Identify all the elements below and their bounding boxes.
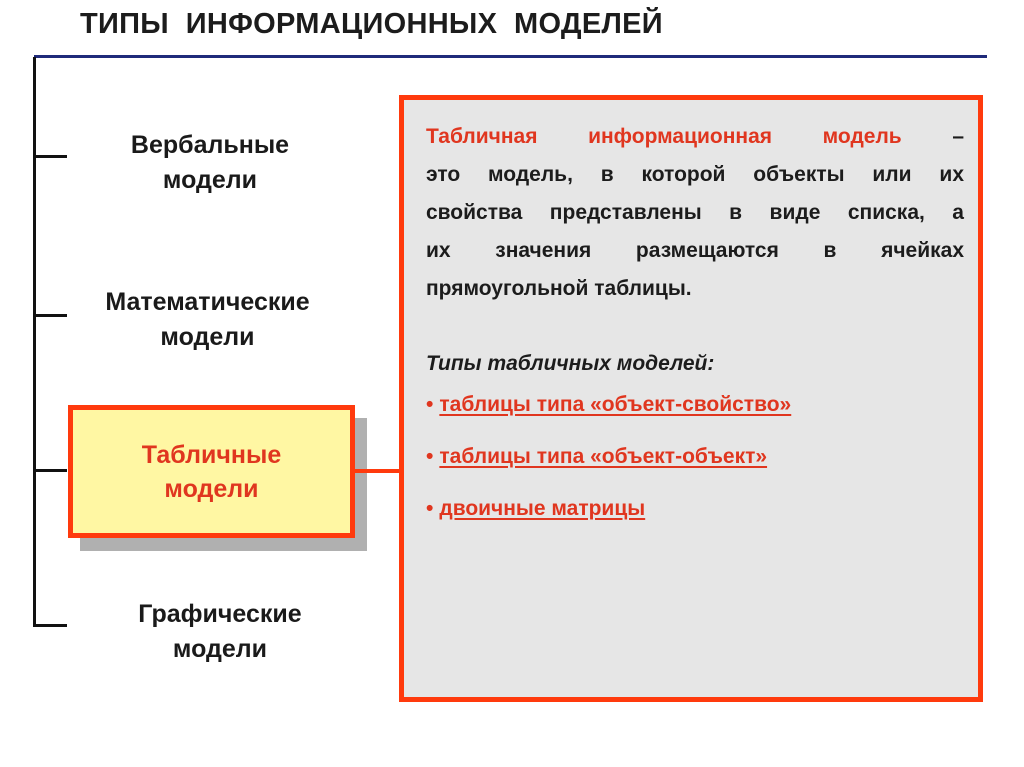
bullet-icon: • (426, 445, 434, 468)
slide-title: ТИПЫ ИНФОРМАЦИОННЫХ МОДЕЛЕЙ (80, 8, 663, 40)
tree-branch-table (33, 469, 67, 472)
node-graph-line1: Графические (138, 600, 302, 628)
types-heading: Типы табличных моделей: (426, 352, 715, 375)
node-graph-line2: модели (172, 635, 268, 663)
node-table-line1: Табличные (141, 440, 282, 469)
node-verbal-models (100, 128, 320, 198)
node-verbal-line1: Вербальные (130, 131, 290, 159)
link-object-property-tables[interactable]: таблицы типа «объект-свойство» (439, 393, 792, 416)
node-math-line1: Математические (105, 288, 310, 316)
definition-line-1 (426, 118, 964, 156)
types-list (426, 392, 791, 548)
list-item (426, 392, 791, 444)
node-table-line2: модели (164, 474, 259, 503)
tree-branch-graph (33, 624, 67, 627)
definition-term: Табличная информационная модель (426, 125, 902, 148)
tree-branch-math (33, 314, 67, 317)
list-item (426, 444, 791, 496)
node-verbal-line2: модели (162, 166, 258, 194)
node-graph-models (100, 597, 340, 667)
node-math-models (75, 285, 340, 355)
definition-line-4: их значения размещаются в ячейках (426, 239, 964, 262)
definition-dash: – (952, 125, 965, 148)
definition-panel (399, 95, 983, 702)
list-item (426, 496, 791, 548)
title-underline (34, 55, 987, 58)
tree-branch-verbal (33, 155, 67, 158)
node-table-models-highlighted (68, 405, 355, 538)
definition-line-2: это модель, в которой объекты или их (426, 163, 964, 186)
table-to-panel-connector (355, 469, 402, 473)
node-math-line2: модели (160, 323, 255, 351)
tree-trunk-line (33, 57, 36, 627)
bullet-icon: • (426, 393, 434, 416)
bullet-icon: • (426, 497, 434, 520)
definition-line-5: прямоугольной таблицы. (426, 277, 692, 300)
definition-text (426, 118, 964, 308)
link-object-object-tables[interactable]: таблицы типа «объект-объект» (439, 445, 768, 468)
definition-line-3: свойства представлены в виде списка, а (426, 201, 964, 224)
link-binary-matrices[interactable]: двоичные матрицы (439, 497, 646, 520)
